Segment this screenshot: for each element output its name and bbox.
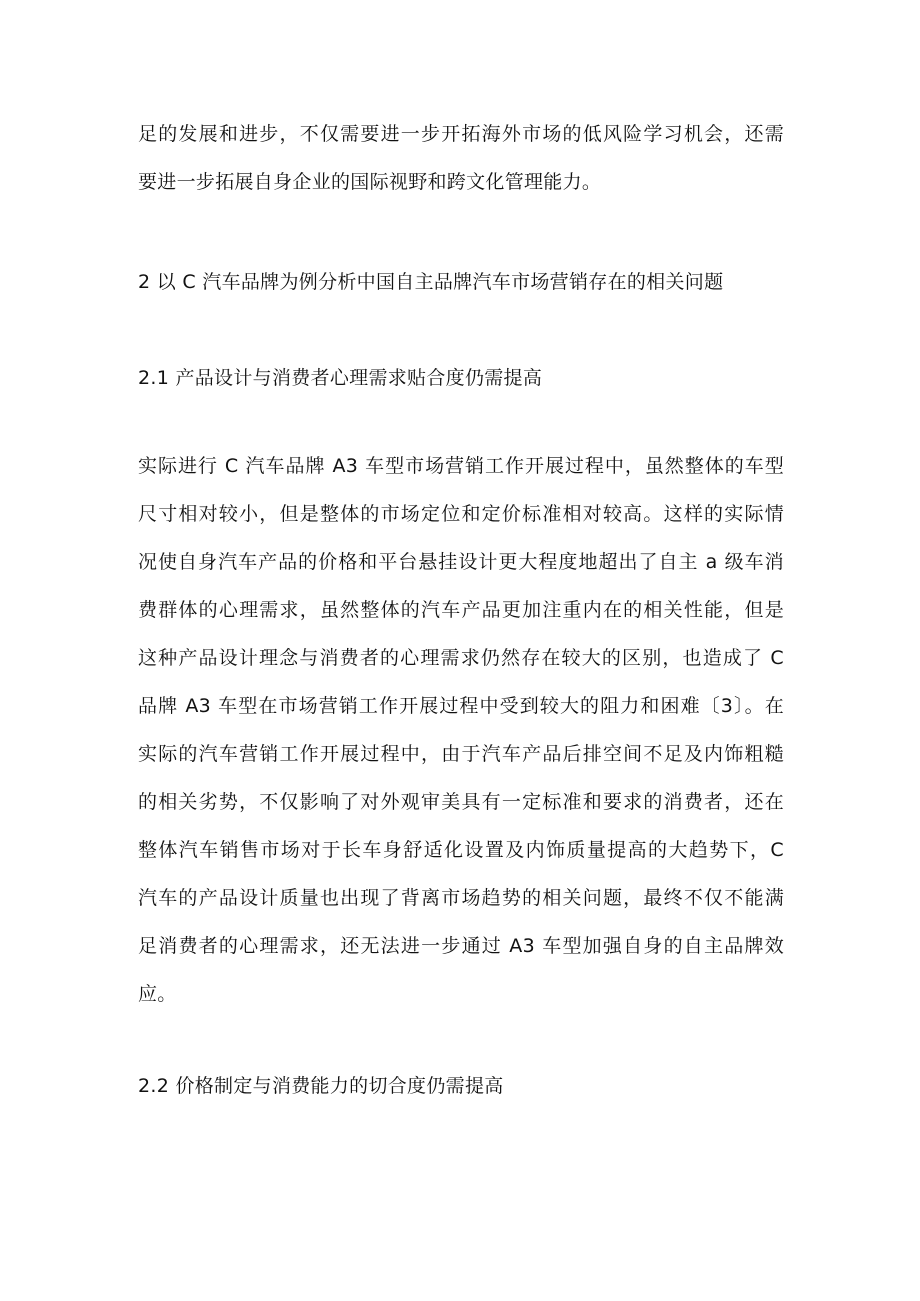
paragraph-line-5: 这种产品设计理念与消费者的心理需求仍然存在较大的区别，也造成了 C xyxy=(138,647,784,669)
paragraph-line-1: 实际进行 C 汽车品牌 A3 车型市场营销工作开展过程中，虽然整体的车型 xyxy=(138,455,784,477)
paragraph-line-9: 整体汽车销售市场对于长车身舒适化设置及内饰质量提高的大趋势下，C xyxy=(138,839,784,861)
paragraph-line-8: 的相关劣势，不仅影响了对外观审美具有一定标准和要求的消费者，还在 xyxy=(138,791,784,813)
section-2-1-heading: 2.1 产品设计与消费者心理需求贴合度仍需提高 xyxy=(138,367,543,389)
paragraph-line-2: 尺寸相对较小，但是整体的市场定位和定价标准相对较高。这样的实际情 xyxy=(138,503,784,525)
paragraph-line-10: 汽车的产品设计质量也出现了背离市场趋势的相关问题，最终不仅不能满 xyxy=(138,887,784,909)
paragraph-line-12: 应。 xyxy=(138,983,177,1005)
intro-line-2: 要进一步拓展自身企业的国际视野和跨文化管理能力。 xyxy=(138,171,602,193)
paragraph-line-3: 况使自身汽车产品的价格和平台悬挂设计更大程度地超出了自主 a 级车消 xyxy=(138,551,784,573)
section-2-heading: 2 以 C 汽车品牌为例分析中国自主品牌汽车市场营销存在的相关问题 xyxy=(138,271,724,293)
paragraph-line-11: 足消费者的心理需求，还无法进一步通过 A3 车型加强自身的自主品牌效 xyxy=(138,935,784,957)
intro-line-1: 足的发展和进步，不仅需要进一步开拓海外市场的低风险学习机会，还需 xyxy=(138,123,784,145)
paragraph-line-6: 品牌 A3 车型在市场营销工作开展过程中受到较大的阻力和困难〔3〕。在 xyxy=(138,695,784,717)
paragraph-line-7: 实际的汽车营销工作开展过程中，由于汽车产品后排空间不足及内饰粗糙 xyxy=(138,743,784,765)
section-2-2-heading: 2.2 价格制定与消费能力的切合度仍需提高 xyxy=(138,1075,504,1097)
paragraph-line-4: 费群体的心理需求，虽然整体的汽车产品更加注重内在的相关性能，但是 xyxy=(138,599,784,621)
